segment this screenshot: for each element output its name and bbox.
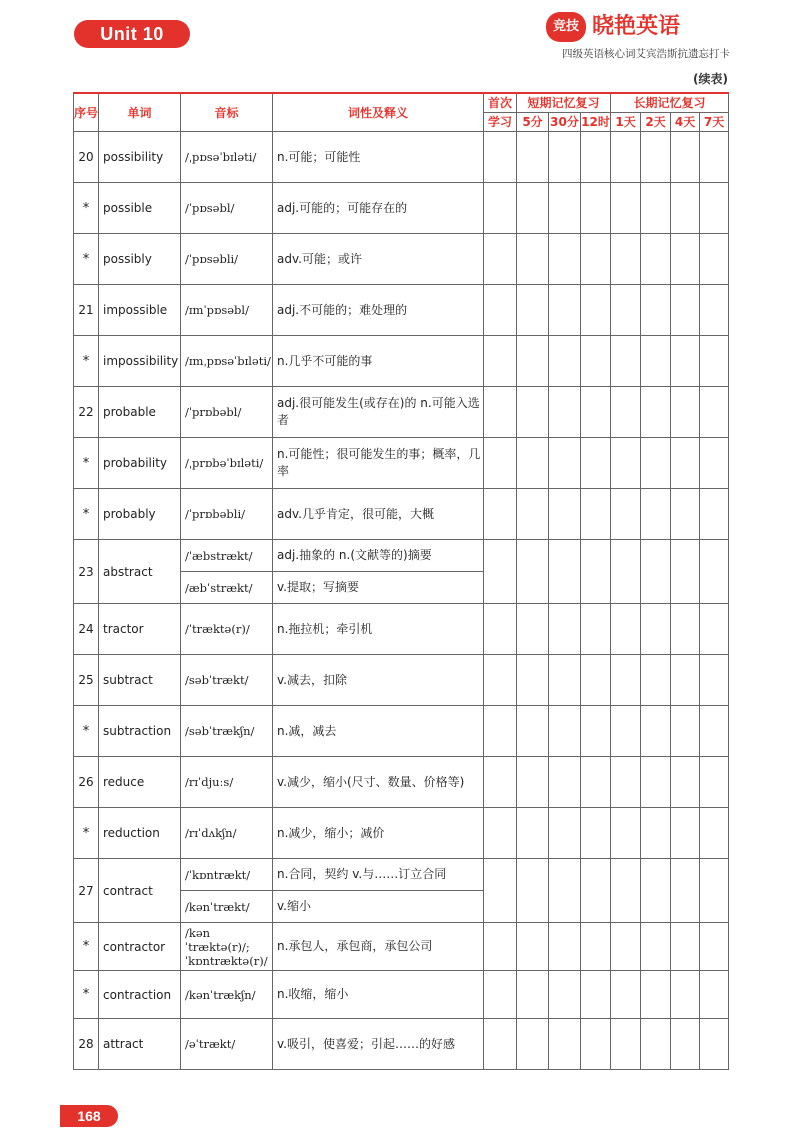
phonetic-cell [181, 336, 273, 387]
definition-cell: n.拖拉机；牵引机 [273, 604, 484, 655]
header-phonetic: 音标 [181, 93, 273, 132]
review-checkbox-cell[interactable] [641, 604, 671, 655]
review-checkbox-cell[interactable] [581, 183, 611, 234]
review-checkbox-cell[interactable] [549, 132, 581, 183]
review-checkbox-cell[interactable] [581, 540, 611, 604]
review-checkbox-cell[interactable] [671, 971, 700, 1019]
review-checkbox-cell[interactable] [484, 132, 517, 183]
definition-cell: adv.可能；或许 [273, 234, 484, 285]
table-row [74, 132, 729, 183]
review-checkbox-cell[interactable] [641, 971, 671, 1019]
review-checkbox-cell[interactable] [611, 285, 641, 336]
header-12h: 12时 [581, 113, 611, 132]
review-checkbox-cell[interactable] [700, 387, 729, 438]
phonetic-line: /səbˈtrækt/ [185, 673, 249, 687]
review-checkbox-cell[interactable] [484, 438, 517, 489]
review-checkbox-cell[interactable] [611, 132, 641, 183]
header-definition: 词性及释义 [273, 93, 484, 132]
word-cell: probably [99, 489, 181, 540]
review-checkbox-cell[interactable] [484, 655, 517, 706]
definition-cell: adj.抽象的 n.(文献等的)摘要 [273, 540, 484, 572]
review-checkbox-cell[interactable] [581, 655, 611, 706]
review-checkbox-cell[interactable] [671, 336, 700, 387]
definition-cell: adj.可能的；可能存在的 [273, 183, 484, 234]
review-checkbox-cell[interactable] [700, 540, 729, 604]
review-checkbox-cell[interactable] [611, 655, 641, 706]
brand-subtitle: 四级英语核心词艾宾浩斯抗遗忘打卡 [562, 48, 730, 60]
phonetic-cell: /kənˈtrækt/ [181, 891, 273, 923]
header-4day: 4天 [671, 113, 700, 132]
phonetic-cell [181, 183, 273, 234]
word-cell: abstract [99, 540, 181, 604]
phonetic-cell [181, 706, 273, 757]
review-checkbox-cell[interactable] [581, 859, 611, 923]
review-checkbox-cell[interactable] [517, 859, 549, 923]
review-checkbox-cell[interactable] [484, 859, 517, 923]
review-checkbox-cell[interactable] [671, 655, 700, 706]
review-checkbox-cell[interactable] [517, 655, 549, 706]
review-checkbox-cell[interactable] [611, 438, 641, 489]
review-checkbox-cell[interactable] [700, 604, 729, 655]
review-checkbox-cell[interactable] [671, 923, 700, 971]
phonetic-cell [181, 971, 273, 1019]
row-number: 26 [74, 757, 99, 808]
row-number: * [74, 336, 99, 387]
review-checkbox-cell[interactable] [517, 489, 549, 540]
phonetic-cell [181, 923, 273, 971]
phonetic-line: /rɪˈdʌkʃn/ [185, 826, 237, 840]
review-checkbox-cell[interactable] [641, 706, 671, 757]
word-cell: contraction [99, 971, 181, 1019]
phonetic-line: /ɪmˌpɒsəˈbɪləti/ [185, 354, 271, 368]
definition-cell: n.减，减去 [273, 706, 484, 757]
review-checkbox-cell[interactable] [611, 859, 641, 923]
review-checkbox-cell[interactable] [581, 387, 611, 438]
review-checkbox-cell[interactable] [549, 706, 581, 757]
definition-cell: adv.几乎肯定，很可能，大概 [273, 489, 484, 540]
review-checkbox-cell[interactable] [484, 540, 517, 604]
review-checkbox-cell[interactable] [700, 234, 729, 285]
word-cell: subtract [99, 655, 181, 706]
review-checkbox-cell[interactable] [484, 285, 517, 336]
phonetic-line: /kənˈtræktə(r)/; ˈkɒntræktə(r)/ [185, 925, 268, 968]
unit-badge: Unit 10 [74, 20, 190, 48]
brand-logo-icon: 竞技 [546, 12, 586, 42]
table-row [74, 234, 729, 285]
phonetic-cell [181, 285, 273, 336]
review-checkbox-cell[interactable] [549, 971, 581, 1019]
review-checkbox-cell[interactable] [484, 757, 517, 808]
definition-cell: n.几乎不可能的事 [273, 336, 484, 387]
row-number: * [74, 438, 99, 489]
review-checkbox-cell[interactable] [517, 1019, 549, 1070]
phonetic-line: /ˈprɒbəbli/ [185, 507, 246, 521]
review-checkbox-cell[interactable] [517, 336, 549, 387]
header-word: 单词 [99, 93, 181, 132]
review-checkbox-cell[interactable] [549, 655, 581, 706]
review-checkbox-cell[interactable] [641, 183, 671, 234]
brand-name: 晓艳英语 [592, 14, 681, 39]
word-cell: reduction [99, 808, 181, 859]
review-checkbox-cell[interactable] [484, 923, 517, 971]
review-checkbox-cell[interactable] [549, 285, 581, 336]
review-checkbox-cell[interactable] [611, 336, 641, 387]
review-checkbox-cell[interactable] [671, 285, 700, 336]
review-checkbox-cell[interactable] [671, 808, 700, 859]
review-checkbox-cell[interactable] [641, 132, 671, 183]
review-checkbox-cell[interactable] [700, 285, 729, 336]
review-checkbox-cell[interactable] [611, 971, 641, 1019]
review-checkbox-cell[interactable] [671, 438, 700, 489]
row-number: 24 [74, 604, 99, 655]
review-checkbox-cell[interactable] [517, 438, 549, 489]
word-cell: impossibility [99, 336, 181, 387]
review-checkbox-cell[interactable] [700, 1019, 729, 1070]
word-cell: tractor [99, 604, 181, 655]
table-row [74, 859, 729, 891]
table-row [74, 489, 729, 540]
definition-cell: adj.不可能的；难处理的 [273, 285, 484, 336]
header-7day: 7天 [700, 113, 729, 132]
phonetic-cell: /æbˈstrækt/ [181, 572, 273, 604]
phonetic-line: /ˈpɒsəbli/ [185, 252, 239, 266]
review-checkbox-cell[interactable] [581, 757, 611, 808]
phonetic-line: /ˌpɒsəˈbɪləti/ [185, 150, 257, 164]
review-checkbox-cell[interactable] [549, 923, 581, 971]
phonetic-cell [181, 234, 273, 285]
review-checkbox-cell[interactable] [700, 923, 729, 971]
phonetic-cell [181, 1019, 273, 1070]
row-number: * [74, 706, 99, 757]
phonetic-line: /ˈprɒbəbl/ [185, 405, 242, 419]
review-checkbox-cell[interactable] [549, 604, 581, 655]
phonetic-cell [181, 757, 273, 808]
table-row [74, 438, 729, 489]
phonetic-line: /rɪˈdjuːs/ [185, 775, 234, 789]
review-checkbox-cell[interactable] [671, 540, 700, 604]
review-checkbox-cell[interactable] [517, 923, 549, 971]
review-checkbox-cell[interactable] [581, 132, 611, 183]
table-row [74, 1019, 729, 1070]
phonetic-cell [181, 604, 273, 655]
row-number: 21 [74, 285, 99, 336]
review-checkbox-cell[interactable] [517, 808, 549, 859]
definition-cell: n.收缩，缩小 [273, 971, 484, 1019]
definition-cell: v.吸引，使喜爱；引起……的好感 [273, 1019, 484, 1070]
review-checkbox-cell[interactable] [700, 132, 729, 183]
phonetic-line: /ˈpɒsəbl/ [185, 201, 235, 215]
row-number: 22 [74, 387, 99, 438]
header-2day: 2天 [641, 113, 671, 132]
word-cell: attract [99, 1019, 181, 1070]
review-checkbox-cell[interactable] [641, 808, 671, 859]
review-checkbox-cell[interactable] [549, 438, 581, 489]
review-checkbox-cell[interactable] [581, 1019, 611, 1070]
review-checkbox-cell[interactable] [700, 438, 729, 489]
row-number: 20 [74, 132, 99, 183]
review-checkbox-cell[interactable] [549, 183, 581, 234]
definition-cell: n.可能性；很可能发生的事；概率，几率 [273, 438, 484, 489]
phonetic-cell: /ˈæbstrækt/ [181, 540, 273, 572]
phonetic-cell [181, 655, 273, 706]
definition-cell: v.减去，扣除 [273, 655, 484, 706]
page-number: 168 [60, 1105, 118, 1127]
review-checkbox-cell[interactable] [671, 706, 700, 757]
table-row [74, 655, 729, 706]
review-checkbox-cell[interactable] [641, 489, 671, 540]
review-checkbox-cell[interactable] [700, 336, 729, 387]
review-checkbox-cell[interactable] [611, 234, 641, 285]
review-checkbox-cell[interactable] [611, 604, 641, 655]
review-checkbox-cell[interactable] [700, 183, 729, 234]
review-checkbox-cell[interactable] [641, 1019, 671, 1070]
review-checkbox-cell[interactable] [484, 706, 517, 757]
review-checkbox-cell[interactable] [700, 757, 729, 808]
phonetic-line: /kənˈtrækʃn/ [185, 987, 256, 1002]
definition-cell: n.可能；可能性 [273, 132, 484, 183]
review-checkbox-cell[interactable] [581, 489, 611, 540]
phonetic-line: /səbˈtrækʃn/ [185, 724, 255, 738]
definition-cell: adj.很可能发生(或存在)的 n.可能入选者 [273, 387, 484, 438]
word-cell: impossible [99, 285, 181, 336]
table-row [74, 387, 729, 438]
review-checkbox-cell[interactable] [484, 234, 517, 285]
row-number: 28 [74, 1019, 99, 1070]
word-cell: probable [99, 387, 181, 438]
row-number: * [74, 183, 99, 234]
row-number: * [74, 489, 99, 540]
header-first-sub: 学习 [484, 113, 517, 132]
definition-cell: v.缩小 [273, 891, 484, 923]
review-checkbox-cell[interactable] [700, 971, 729, 1019]
review-checkbox-cell[interactable] [671, 234, 700, 285]
review-checkbox-cell[interactable] [611, 757, 641, 808]
row-number: * [74, 234, 99, 285]
review-checkbox-cell[interactable] [549, 757, 581, 808]
table-row [74, 923, 729, 971]
word-cell: contract [99, 859, 181, 923]
header-30min: 30分 [549, 113, 581, 132]
review-checkbox-cell[interactable] [581, 923, 611, 971]
table-row [74, 971, 729, 1019]
review-checkbox-cell[interactable] [549, 540, 581, 604]
review-checkbox-cell[interactable] [549, 1019, 581, 1070]
review-checkbox-cell[interactable] [611, 706, 641, 757]
review-checkbox-cell[interactable] [517, 757, 549, 808]
review-checkbox-cell[interactable] [671, 489, 700, 540]
header-first: 首次 [484, 93, 517, 113]
review-checkbox-cell[interactable] [611, 808, 641, 859]
review-checkbox-cell[interactable] [581, 336, 611, 387]
review-checkbox-cell[interactable] [641, 336, 671, 387]
review-checkbox-cell[interactable] [671, 859, 700, 923]
review-checkbox-cell[interactable] [581, 971, 611, 1019]
vocab-table [73, 92, 729, 1070]
row-number: 27 [74, 859, 99, 923]
table-row [74, 808, 729, 859]
review-checkbox-cell[interactable] [641, 540, 671, 604]
review-checkbox-cell[interactable] [641, 285, 671, 336]
review-checkbox-cell[interactable] [517, 540, 549, 604]
phonetic-line: /əˈtrækt/ [185, 1037, 236, 1051]
review-checkbox-cell[interactable] [641, 438, 671, 489]
review-checkbox-cell[interactable] [517, 234, 549, 285]
phonetic-cell [181, 132, 273, 183]
review-checkbox-cell[interactable] [581, 604, 611, 655]
review-checkbox-cell[interactable] [581, 438, 611, 489]
phonetic-cell [181, 489, 273, 540]
table-row [74, 540, 729, 572]
definition-cell: n.承包人，承包商，承包公司 [273, 923, 484, 971]
row-number: * [74, 923, 99, 971]
brand [540, 8, 730, 60]
phonetic-cell: /ˈkɒntrækt/ [181, 859, 273, 891]
word-cell: subtraction [99, 706, 181, 757]
review-checkbox-cell[interactable] [671, 387, 700, 438]
word-cell: reduce [99, 757, 181, 808]
review-checkbox-cell[interactable] [549, 808, 581, 859]
header-5min: 5分 [517, 113, 549, 132]
review-checkbox-cell[interactable] [484, 387, 517, 438]
header-long-term: 长期记忆复习 [611, 93, 729, 113]
review-checkbox-cell[interactable] [484, 489, 517, 540]
review-checkbox-cell[interactable] [611, 540, 641, 604]
word-cell: possibility [99, 132, 181, 183]
table-row [74, 604, 729, 655]
review-checkbox-cell[interactable] [517, 604, 549, 655]
review-checkbox-cell[interactable] [641, 655, 671, 706]
review-checkbox-cell[interactable] [671, 183, 700, 234]
header-no: 序号 [74, 93, 99, 132]
review-checkbox-cell[interactable] [484, 604, 517, 655]
table-row [74, 336, 729, 387]
review-checkbox-cell[interactable] [517, 285, 549, 336]
header-short-term: 短期记忆复习 [517, 93, 611, 113]
definition-cell: v.提取；写摘要 [273, 572, 484, 604]
review-checkbox-cell[interactable] [517, 183, 549, 234]
table-row [74, 706, 729, 757]
table-row [74, 285, 729, 336]
review-checkbox-cell[interactable] [671, 757, 700, 808]
review-checkbox-cell[interactable] [611, 923, 641, 971]
review-checkbox-cell[interactable] [700, 489, 729, 540]
phonetic-line: /ˈtræktə(r)/ [185, 622, 250, 636]
review-checkbox-cell[interactable] [700, 655, 729, 706]
review-checkbox-cell[interactable] [484, 971, 517, 1019]
review-checkbox-cell[interactable] [641, 923, 671, 971]
review-checkbox-cell[interactable] [700, 808, 729, 859]
word-cell: possibly [99, 234, 181, 285]
review-checkbox-cell[interactable] [484, 808, 517, 859]
word-cell: probability [99, 438, 181, 489]
word-cell: possible [99, 183, 181, 234]
review-checkbox-cell[interactable] [700, 859, 729, 923]
review-checkbox-cell[interactable] [581, 234, 611, 285]
review-checkbox-cell[interactable] [671, 1019, 700, 1070]
review-checkbox-cell[interactable] [611, 183, 641, 234]
review-checkbox-cell[interactable] [700, 706, 729, 757]
review-checkbox-cell[interactable] [581, 285, 611, 336]
definition-cell: v.减少，缩小(尺寸、数量、价格等) [273, 757, 484, 808]
table-row [74, 757, 729, 808]
review-checkbox-cell[interactable] [641, 859, 671, 923]
review-checkbox-cell[interactable] [671, 604, 700, 655]
review-checkbox-cell[interactable] [611, 387, 641, 438]
review-checkbox-cell[interactable] [641, 757, 671, 808]
review-checkbox-cell[interactable] [581, 706, 611, 757]
word-cell: contractor [99, 923, 181, 971]
review-checkbox-cell[interactable] [549, 336, 581, 387]
phonetic-line: /ɪmˈpɒsəbl/ [185, 303, 249, 317]
review-checkbox-cell[interactable] [484, 1019, 517, 1070]
review-checkbox-cell[interactable] [641, 387, 671, 438]
review-checkbox-cell[interactable] [611, 1019, 641, 1070]
definition-cell: n.减少，缩小；减价 [273, 808, 484, 859]
review-checkbox-cell[interactable] [641, 234, 671, 285]
review-checkbox-cell[interactable] [484, 183, 517, 234]
row-number: 23 [74, 540, 99, 604]
row-number: 25 [74, 655, 99, 706]
review-checkbox-cell[interactable] [517, 706, 549, 757]
row-number: * [74, 971, 99, 1019]
review-checkbox-cell[interactable] [549, 859, 581, 923]
review-checkbox-cell[interactable] [549, 234, 581, 285]
review-checkbox-cell[interactable] [517, 971, 549, 1019]
phonetic-cell [181, 387, 273, 438]
review-checkbox-cell[interactable] [549, 387, 581, 438]
row-number: * [74, 808, 99, 859]
review-checkbox-cell[interactable] [484, 336, 517, 387]
header-1day: 1天 [611, 113, 641, 132]
phonetic-cell [181, 808, 273, 859]
continued-label: (续表) [693, 72, 728, 86]
phonetic-line: /ˌprɒbəˈbɪləti/ [185, 456, 264, 470]
phonetic-cell [181, 438, 273, 489]
review-checkbox-cell[interactable] [671, 132, 700, 183]
table-row [74, 183, 729, 234]
review-checkbox-cell[interactable] [581, 808, 611, 859]
review-checkbox-cell[interactable] [611, 489, 641, 540]
review-checkbox-cell[interactable] [549, 489, 581, 540]
review-checkbox-cell[interactable] [517, 132, 549, 183]
definition-cell: n.合同，契约 v.与……订立合同 [273, 859, 484, 891]
review-checkbox-cell[interactable] [517, 387, 549, 438]
